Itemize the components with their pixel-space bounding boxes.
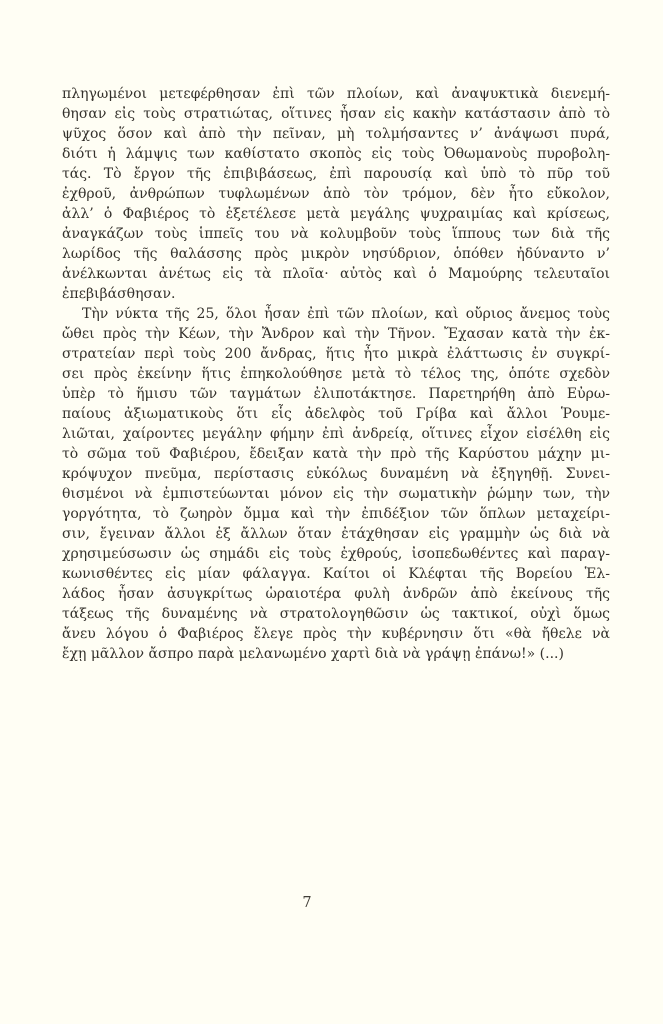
page-number: 7 [302,895,312,911]
text-line: παίους ἀξιωματικοὺς ὅτι εἷς ἀδελφὸς τοῦ Γρίβα καὶ ἄλλοι Ῥουμε- [62,406,610,422]
text-line: κρόψυχον πνεῦμα, περίστασις εὐκόλως δυναμένη νὰ ἐξηγηθῇ. Συνει- [62,466,610,482]
text-line: ὤθει πρὸς τὴν Κέων, τὴν Ἄνδρον καὶ τὴν Τῆνον. Ἔχασαν κατὰ τὴν ἐκ- [62,326,610,342]
text-line: θησαν εἰς τοὺς στρατιώτας, οἵτινες ἦσαν εἰς κακὴν κατάστασιν ἀπὸ τὸ [62,106,610,122]
text-line: ἄνευ λόγου ὁ Φαβιέρος ἔλεγε πρὸς τὴν κυβέρνησιν ὅτι «θὰ ἤθελε νὰ [62,626,610,642]
text-line: ἀνέλκωνται ἀνέτως εἰς τὰ πλοῖα· αὐτὸς καὶ ὁ Μαμούρης τελευταῖοι [62,266,610,282]
text-line: χρησιμεύσωσιν ὡς σημάδι εἰς τοὺς ἐχθρούς, ἰσοπεδωθέντες καὶ παραγ- [62,546,610,562]
text-line: διότι ἡ λάμψις των καθίστατο σκοπὸς εἰς τοὺς Ὀθωμανοὺς πυροβολη- [62,146,610,162]
text-line: τάς. Τὸ ἔργον τῆς ἐπιβιβάσεως, ἐπὶ παρουσίᾳ καὶ ὑπὸ τὸ πῦρ τοῦ [62,166,610,182]
text-line: σιν, ἔγειναν ἄλλοι ἐξ ἄλλων ὅταν ἐτάχθησαν εἰς γραμμὴν ὡς διὰ νὰ [62,526,610,542]
text-line: ἀναγκάζων τοὺς ἱππεῖς του νὰ κολυμβοῦν τοὺς ἵππους των διὰ τῆς [62,226,610,242]
text-line: λιῶται, χαίροντες μεγάλην φήμην ἐπὶ ἀνδρείᾳ, οἵτινες εἶχον εἰσέλθη εἰς [62,426,610,442]
text-line: στρατείαν περὶ τοὺς 200 ἄνδρας, ἥτις ἦτο μικρὰ ἐλάττωσις ἐν συγκρί- [62,346,610,362]
text-line: τὸ σῶμα τοῦ Φαβιέρου, ἔδειξαν κατὰ τὴν πρὸ τῆς Καρύστου μάχην μι- [62,446,610,462]
text-line: λάδος ἦσαν ἀσυγκρίτως ὡραιοτέρα φυλὴ ἀνδρῶν ἀπὸ ἐκείνους τῆς [62,586,610,602]
text-line: Τὴν νύκτα τῆς 25, ὅλοι ἦσαν ἐπὶ τῶν πλοίων, καὶ οὔριος ἄνεμος τοὺς [82,306,610,322]
text-line: σει πρὸς ἐκείνην ἥτις ἐπηκολούθησε μετὰ τὸ τέλος της, ὁπότε σχεδὸν [62,366,610,382]
text-line: ἐχθροῦ, ἀνθρώπων τυφλωμένων ἀπὸ τὸν τρόμον, δὲν ἦτο εὔκολον, [62,186,610,202]
text-line: ἔχῃ μᾶλλον ἄσπρο παρὰ μελανωμένο χαρτὶ διὰ νὰ γράψῃ ἐπάνω!» (...) [62,646,564,662]
text-line: ὑπὲρ τὸ ἥμισυ τῶν ταγμάτων ἐλιποτάκτησε. Παρετηρήθη ἀπὸ Εὐρω- [62,386,610,402]
text-line: πληγωμένοι μετεφέρθησαν ἐπὶ τῶν πλοίων, καὶ ἀναψυκτικὰ διενεμή- [62,86,610,102]
page-text [62,84,610,664]
text-line: ψῦχος ὅσον καὶ ἀπὸ τὴν πεῖναν, μὴ τολμήσαντες ν’ ἀνάψωσι πυρά, [62,126,610,142]
text-line: λωρίδος τῆς θαλάσσης πρὸς μικρὸν νησύδριον, ὁπόθεν ἠδύναντο ν’ [62,246,610,262]
text-line: κωνισθέντες εἰς μίαν φάλαγγα. Καίτοι οἱ Κλέφται τῆς Βορείου Ἑλ- [62,566,610,582]
text-line: τάξεως τῆς δυναμένης νὰ στρατολογηθῶσιν ὡς τακτικοί, οὐχὶ ὅμως [62,606,610,622]
text-line: θισμένοι νὰ ἐμπιστεύωνται μόνον εἰς τὴν σωματικὴν ῥώμην των, τὴν [62,486,610,502]
text-line: γοργότητα, τὸ ζωηρὸν ὄμμα καὶ τὴν ἐπιδέξιον τῶν ὅπλων μεταχείρι- [62,506,610,522]
text-line: ἀλλ’ ὁ Φαβιέρος τὸ ἐξετέλεσε μετὰ μεγάλης ψυχραιμίας καὶ κρίσεως, [62,206,610,222]
text-line: ἐπεβιβάσθησαν. [62,286,176,302]
